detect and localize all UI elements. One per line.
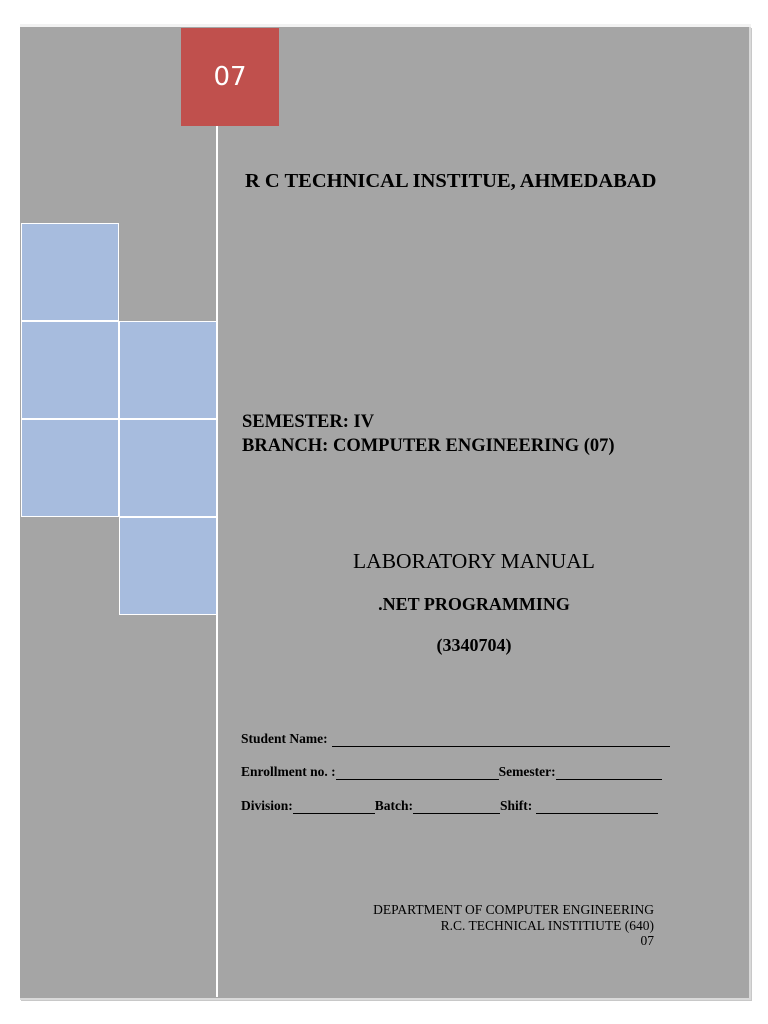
footer-institute: R.C. TECHNICAL INSTITIUTE (640) [440,917,654,933]
manual-title: LABORATORY MANUAL [353,549,595,573]
decor-block [119,321,217,419]
student-name-row [241,731,670,747]
enrollment-blank[interactable] [336,765,499,780]
shift-blank[interactable] [536,799,658,814]
footer-block [373,902,654,949]
student-name-blank[interactable] [332,732,670,747]
division-blank[interactable] [293,799,375,814]
decor-block [119,517,217,615]
semester-blank[interactable] [556,765,662,780]
enrollment-row [241,764,662,780]
semester-label: Semester: [498,764,556,779]
enrollment-label: Enrollment no. : [241,764,336,779]
division-row [241,798,658,814]
shift-label: Shift: [500,798,533,813]
branch-code-badge: 07 [181,28,279,126]
footer-department: DEPARTMENT OF COMPUTER ENGINEERING [373,902,654,917]
semester-heading: SEMESTER: IV [242,412,375,432]
decor-block [119,419,217,517]
decor-block [21,223,119,321]
decor-block [21,419,119,517]
batch-label: Batch: [374,798,414,813]
subject-title: .NET PROGRAMMING [378,594,570,614]
decor-block [21,321,119,419]
institute-title: R C TECHNICAL INSTITUE, AHMEDABAD [245,170,657,192]
subject-code: (3340704) [436,635,512,655]
division-label: Division: [241,798,293,813]
footer-code: 07 [640,933,654,948]
batch-blank[interactable] [413,799,500,814]
branch-heading: BRANCH: COMPUTER ENGINEERING (07) [242,436,615,456]
student-name-label: Student Name: [241,731,328,746]
